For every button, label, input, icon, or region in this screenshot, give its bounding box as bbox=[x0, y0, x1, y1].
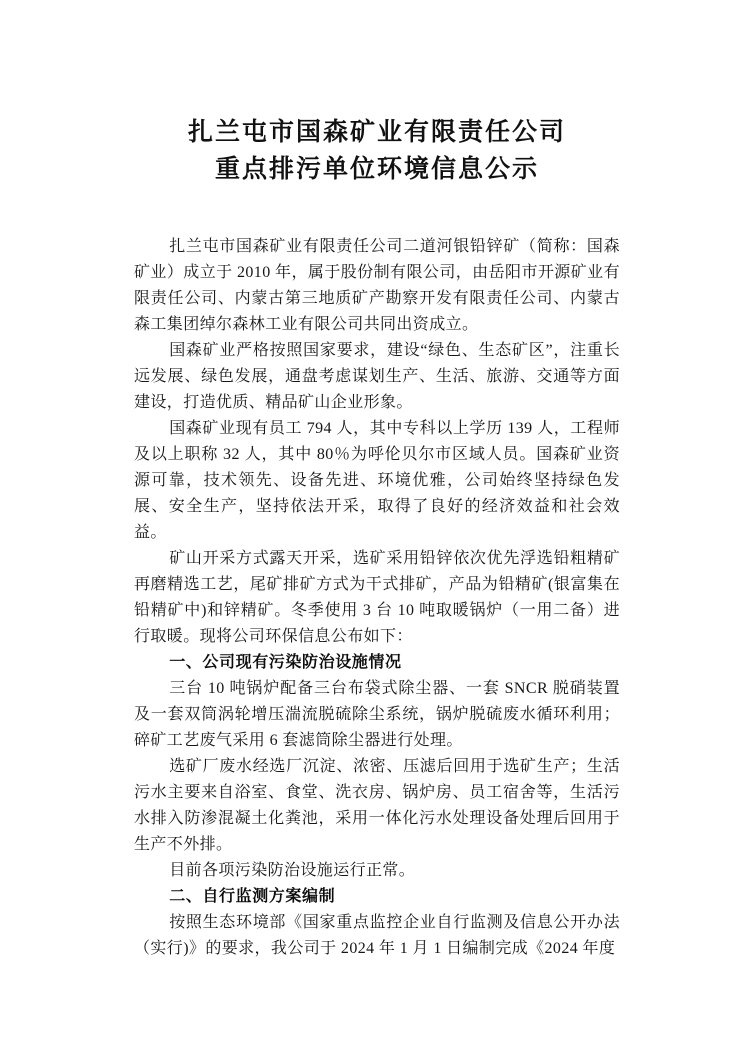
paragraph-mining-process: 矿山开采方式露天开采，选矿采用铅锌依次优先浮选铅粗精矿再磨精选工艺，尾矿排矿方式为干式排矿，产品为铅精矿(银富集在铅精矿中)和锌精矿。冬季使用 3 台 10 吨取暖锅炉（一用二备）进行取暖。现将公司环保信息公布如下： bbox=[134, 550, 620, 645]
title-line-1: 扎兰屯市国森矿业有限责任公司 bbox=[187, 118, 566, 146]
document-title bbox=[134, 114, 620, 188]
title-line-2: 重点排污单位环境信息公示 bbox=[214, 155, 539, 183]
paragraph-monitoring-plan: 按照生态环境部《国家重点监控企业自行监测及信息公开办法（实行)》的要求，我公司于 2024 年 1 月 1 日编制完成《2024 年度 bbox=[134, 914, 620, 957]
paragraph-company-founding: 扎兰屯市国森矿业有限责任公司二道河银铅锌矿（简称：国森矿业）成立于 2010 年，属于股份制有限公司，由岳阳市开源矿业有限责任公司、内蒙古第三地质矿产勘察开发有限责任公司、内蒙古森工集团绰尔森林工业有限公司共同出资成立。 bbox=[134, 238, 620, 333]
section-heading-self-monitoring: 二、自行监测方案编制 bbox=[169, 888, 336, 905]
paragraph-boiler-dedusting: 三台 10 吨锅炉配备三台布袋式除尘器、一套 SNCR 脱硝装置及一套双筒涡轮增压湍流脱硫除尘系统，锅炉脱硫废水循环利用；碎矿工艺废气采用 6 套滤筒除尘器进行处理。 bbox=[134, 680, 620, 749]
section-heading-pollution-control: 一、公司现有污染防治设施情况 bbox=[169, 654, 402, 671]
paragraph-staff-resources: 国森矿业现有员工 794 人，其中专科以上学历 139 人，工程师及以上职称 32 人，其中 80％为呼伦贝尔市区域人员。国森矿业资源可靠，技术领先、设备先进、环境优雅，公司始终坚持绿色发展、安全生产，坚持依法开采，取得了良好的经济效益和社会效益。 bbox=[134, 420, 620, 541]
document-body bbox=[134, 234, 620, 962]
paragraph-facilities-status: 目前各项污染防治设施运行正常。 bbox=[169, 862, 416, 879]
paragraph-wastewater-treatment: 选矿厂废水经选厂沉淀、浓密、压滤后回用于选矿生产；生活污水主要来自浴室、食堂、洗衣房、锅炉房、员工宿舍等，生活污水排入防渗混凝土化粪池，采用一体化污水处理设备处理后回用于生产不外排。 bbox=[134, 758, 620, 853]
paragraph-green-mine: 国森矿业严格按照国家要求，建设“绿色、生态矿区”，注重长远发展、绿色发展，通盘考虑谋划生产、生活、旅游、交通等方面建设，打造优质、精品矿山企业形象。 bbox=[134, 342, 620, 411]
